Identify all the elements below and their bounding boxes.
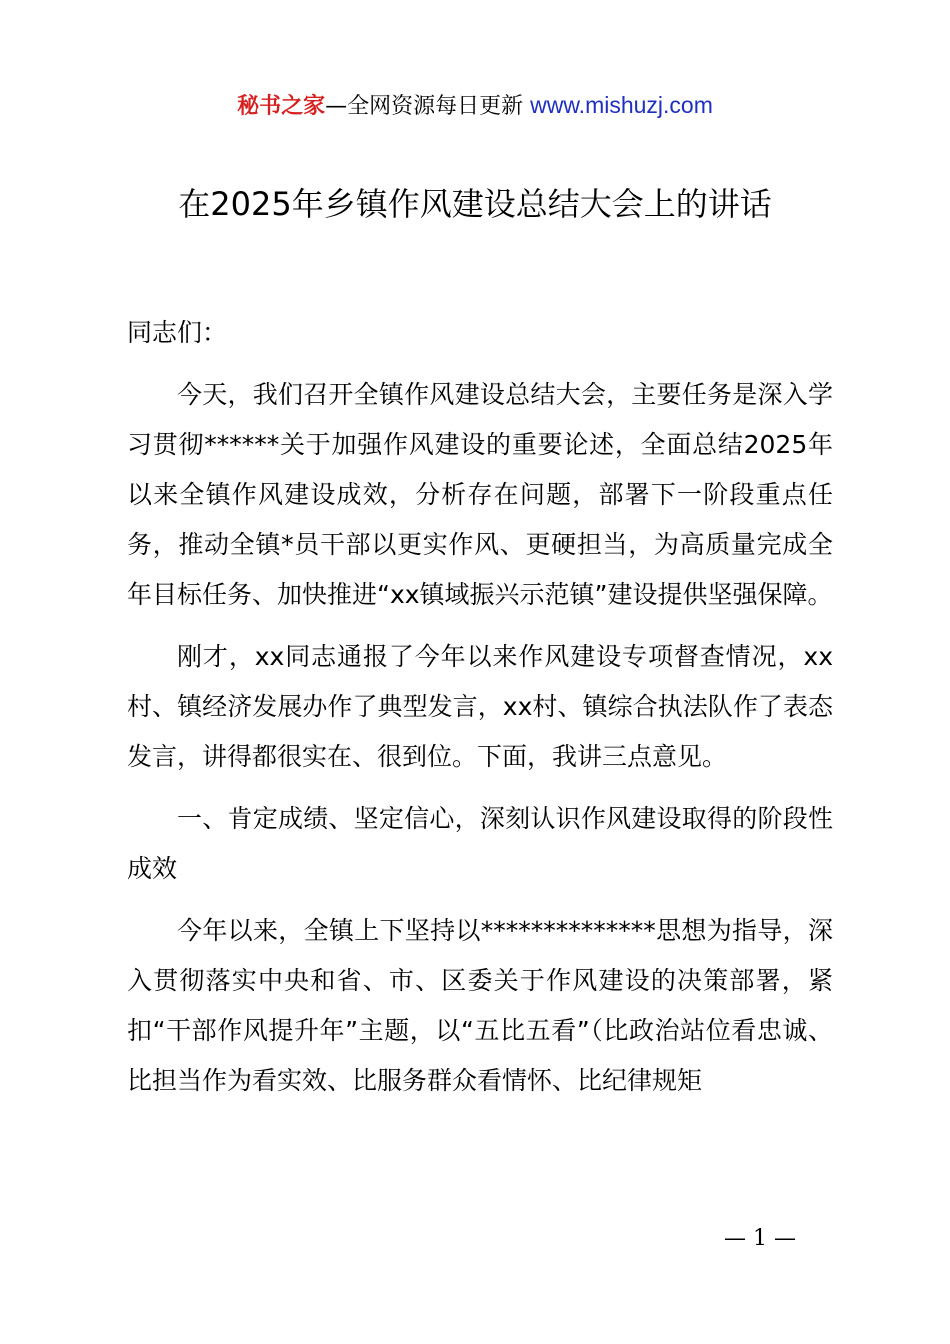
site-url[interactable]: www.mishuzj.com [530, 92, 713, 118]
brand-name: 秘书之家 [237, 94, 326, 119]
paragraph-intro: 今天，我们召开全镇作风建设总结大会，主要任务是深入学习贯彻******关于加强作风建设的重要论述，全面总结2025年以来全镇作风建设成效，分析存在问题，部署下一阶段重点任务，推动全镇*员干部以更实作风、更硬担当，为高质量完成全年目标任务、加快推进“xx镇域振兴示范镇”建设提供坚强保障。 [127, 380, 833, 609]
document-title: 在2025年乡镇作风建设总结大会上的讲话 [178, 185, 772, 223]
site-header [0, 90, 950, 122]
page-number: — 1 — [724, 1226, 796, 1251]
salutation: 同志们： [127, 318, 228, 347]
section-heading-1: 一、肯定成绩、坚定信心，深刻认识作风建设取得的阶段性成效 [127, 804, 833, 883]
paragraph-reports: 刚才，xx同志通报了今年以来作风建设专项督查情况，xx村、镇经济发展办作了典型发言，xx村、镇综合执法队作了表态发言，讲得都很实在、很到位。下面，我讲三点意见。 [127, 642, 833, 771]
header-tagline: —全网资源每日更新 [325, 94, 524, 119]
document-body [127, 308, 833, 1118]
paragraph-achievements: 今年以来，全镇上下坚持以**************思想为指导，深入贯彻落实中央和省、市、区委关于作风建设的决策部署，紧扣“干部作风提升年”主题，以“五比五看”（比政治站位看忠诚、比担当作为看实效、比服务群众看情怀、比纪律规矩 [127, 916, 833, 1095]
